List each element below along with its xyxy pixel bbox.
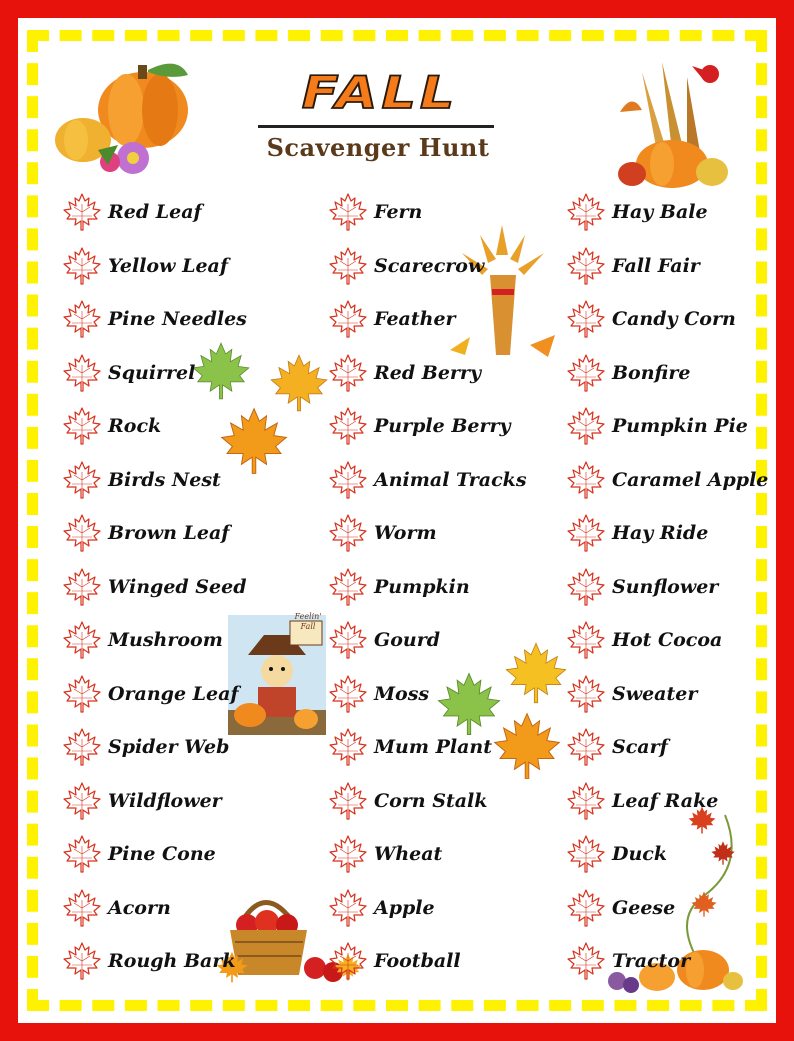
maple-leaf-checkbox-icon[interactable] [62,406,102,446]
checklist-item-label: Rock [108,415,162,437]
checklist-item[interactable] [62,404,161,448]
title-underline [258,125,494,128]
checklist-item[interactable] [566,190,708,234]
maple-leaf-checkbox-icon[interactable] [62,460,102,500]
checklist-item[interactable] [62,725,229,769]
checklist-item-label: Duck [612,843,668,865]
checklist-item-label: Leaf Rake [612,789,719,812]
checklist-item-label: Fall Fair [612,254,700,277]
checklist-item[interactable] [62,886,171,930]
checklist-item[interactable] [62,565,247,609]
checklist-item[interactable] [328,404,511,448]
checklist-item-label: Worm [374,522,437,544]
checklist-item-label: Brown Leaf [108,522,230,544]
maple-leaf-checkbox-icon[interactable] [328,353,368,393]
maple-leaf-checkbox-icon[interactable] [566,620,606,660]
maple-leaf-checkbox-icon[interactable] [566,513,606,553]
checklist-item-label: Animal Tracks [374,468,527,491]
checklist-item-label: Apple [374,896,435,919]
maple-leaf-checkbox-icon[interactable] [62,567,102,607]
maple-leaf-checkbox-icon[interactable] [62,727,102,767]
maple-leaf-checkbox-icon[interactable] [328,192,368,232]
page-subtitle: Scavenger Hunt [266,133,490,162]
checklist-item[interactable] [62,618,223,662]
scarecrow-picture [228,615,326,735]
checklist-item-label: Mum Plant [374,736,492,758]
checklist-item[interactable] [328,832,442,876]
maple-leaf-checkbox-icon[interactable] [566,834,606,874]
checklist-item-label: Birds Nest [108,468,221,491]
checklist-item-label: Tractor [612,950,691,972]
checklist-item-label: Pine Cone [108,843,216,865]
checklist-item-label: Pumpkin Pie [612,415,748,437]
checklist-item[interactable] [62,244,228,288]
maple-leaf-checkbox-icon[interactable] [328,888,368,928]
checklist-item-label: Purple Berry [374,415,511,437]
maple-leaf-checkbox-icon[interactable] [328,620,368,660]
checklist-item-label: Orange Leaf [108,682,239,705]
checklist-item-label: Yellow Leaf [108,254,229,277]
maple-leaf-checkbox-icon[interactable] [566,406,606,446]
checklist-item-label: Sweater [612,682,698,705]
checklist-item[interactable] [328,351,481,395]
checklist-item-label: Fern [374,201,423,223]
maple-leaf-checkbox-icon[interactable] [62,674,102,714]
checklist-item[interactable] [62,458,221,502]
maple-leaf-checkbox-icon[interactable] [62,620,102,660]
maple-leaf-checkbox-icon[interactable] [62,888,102,928]
harvest-corn-icon [612,52,737,192]
checklist-item-label: Spider Web [108,736,230,758]
maple-leaf-checkbox-icon[interactable] [62,941,102,981]
maple-leaf-checkbox-icon[interactable] [62,781,102,821]
checklist-item[interactable] [566,565,718,609]
maple-leaf-checkbox-icon[interactable] [566,192,606,232]
checklist-item[interactable] [566,458,768,502]
maple-leaf-checkbox-icon[interactable] [328,513,368,553]
checklist-item[interactable] [62,190,202,234]
checklist-item-label: Squirrel [108,361,196,384]
checklist-item-label: Scarf [612,736,668,758]
checklist-item[interactable] [566,351,690,395]
checklist-item-label: Rough Bark [108,950,236,972]
maple-leaf-checkbox-icon[interactable] [62,246,102,286]
maple-leaf-checkbox-icon[interactable] [566,353,606,393]
maple-leaf-checkbox-icon[interactable] [62,353,102,393]
checklist-item[interactable] [328,244,484,288]
checklist-item[interactable] [328,672,429,716]
checklist-item[interactable] [566,832,667,876]
checklist-item-label: Sunflower [612,575,719,598]
checklist-item-label: Pine Needles [108,308,247,330]
checklist-item-label: Corn Stalk [374,789,488,812]
maple-leaf-checkbox-icon[interactable] [566,727,606,767]
checklist-item-label: Bonfire [612,361,691,384]
maple-leaf-checkbox-icon[interactable] [328,406,368,446]
maple-leaf-checkbox-icon[interactable] [566,888,606,928]
maple-leaf-checkbox-icon[interactable] [328,246,368,286]
maple-leaf-checkbox-icon[interactable] [566,781,606,821]
checklist-item[interactable] [328,511,437,555]
checklist-item[interactable] [328,939,461,983]
maple-leaf-checkbox-icon[interactable] [328,781,368,821]
checklist-item[interactable] [566,511,708,555]
checklist-item[interactable] [328,886,435,930]
maple-leaf-checkbox-icon[interactable] [328,674,368,714]
checklist-item-label: Pumpkin [374,575,470,598]
checklist-item-label: Wildflower [108,789,222,812]
checklist-item-label: Caramel Apple [612,468,769,491]
checklist-item[interactable] [328,618,440,662]
checklist-item-label: Hot Cocoa [612,629,723,651]
checklist-item-label: Acorn [108,896,171,919]
checklist-item-label: Mushroom [108,629,223,651]
maple-leaf-checkbox-icon[interactable] [328,727,368,767]
checklist-item-label: Football [374,950,461,972]
checklist-item-label: Red Leaf [108,201,202,223]
maple-leaf-checkbox-icon[interactable] [566,299,606,339]
checklist-item[interactable] [566,244,700,288]
maple-leaf-checkbox-icon[interactable] [62,192,102,232]
checklist-item[interactable] [62,511,229,555]
checklist-item-label: Feather [374,308,456,330]
pumpkins-icon [48,50,193,180]
scarecrow-sign-text: Feelin' Fall [294,612,322,631]
title-block [255,66,505,120]
checklist-item[interactable] [328,190,422,234]
checklist-item[interactable] [62,672,239,716]
checklist-item-label: Red Berry [374,361,481,384]
checklist-item[interactable] [62,832,216,876]
checklist-item[interactable] [566,618,722,662]
checklist-item-label: Winged Seed [108,575,247,598]
checklist-item[interactable] [62,779,222,823]
maple-leaf-checkbox-icon[interactable] [328,941,368,981]
checklist-item[interactable] [328,458,527,502]
checklist-item-label: Geese [612,896,676,919]
checklist-item[interactable] [566,886,675,930]
maple-leaf-checkbox-icon[interactable] [328,834,368,874]
maple-leaf-checkbox-icon[interactable] [566,460,606,500]
maple-leaf-checkbox-icon[interactable] [566,941,606,981]
checklist-item[interactable] [566,672,697,716]
checklist-item[interactable] [328,565,470,609]
checklist-item-label: Scarecrow [374,254,485,277]
maple-leaf-checkbox-icon[interactable] [328,460,368,500]
checklist-item-label: Hay Ride [612,522,709,544]
maple-leaf-checkbox-icon[interactable] [566,246,606,286]
checklist-item[interactable] [328,297,456,341]
maple-leaf-checkbox-icon[interactable] [328,299,368,339]
maple-leaf-checkbox-icon[interactable] [62,299,102,339]
checklist-item[interactable] [62,297,247,341]
checklist-item[interactable] [566,404,748,448]
checklist-item-label: Moss [374,682,430,705]
checklist-item-label: Gourd [374,629,441,651]
checklist-item[interactable] [566,297,736,341]
checklist-item[interactable] [62,939,236,983]
checklist-item-label: Candy Corn [612,308,736,330]
maple-leaf-checkbox-icon[interactable] [566,567,606,607]
page-title: FALL [301,66,459,119]
checklist-item[interactable] [62,351,195,395]
maple-leaf-checkbox-icon[interactable] [566,674,606,714]
maple-leaf-checkbox-icon[interactable] [62,834,102,874]
checklist-item[interactable] [328,725,492,769]
checklist-item[interactable] [328,779,487,823]
maple-leaf-checkbox-icon[interactable] [62,513,102,553]
maple-leaf-checkbox-icon[interactable] [328,567,368,607]
checklist-item[interactable] [566,779,718,823]
checklist-item-label: Hay Bale [612,201,708,223]
checklist-item-label: Wheat [374,843,443,865]
checklist-item[interactable] [566,939,690,983]
checklist-item[interactable] [566,725,668,769]
